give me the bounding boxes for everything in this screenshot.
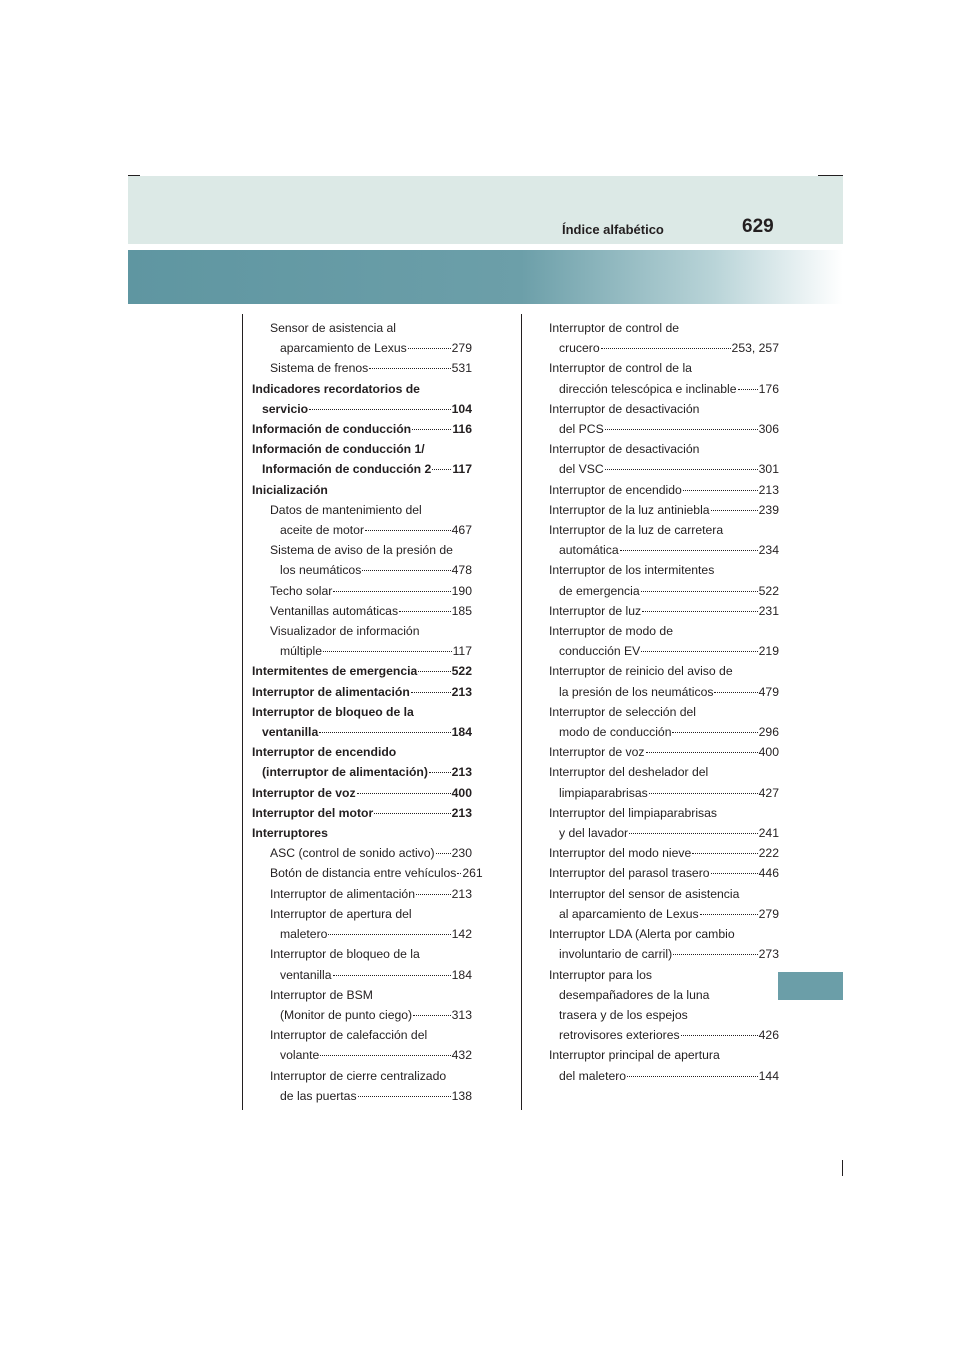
index-entry: Interruptor de BSM (270, 987, 373, 1002)
index-entry: Interruptor de los intermitentes (549, 563, 715, 578)
page-ref: 273 (758, 947, 779, 962)
index-entry: la presión de los neumáticos 479 (549, 682, 779, 702)
page-ref: 296 (758, 725, 779, 740)
index-entry: modo de conducción 296 (549, 722, 779, 742)
index-entry: trasera y de los espejos (559, 1007, 688, 1022)
index-entry: Información de conducción 2 117 (252, 459, 472, 479)
index-entry: limpiaparabrisas 427 (549, 783, 779, 803)
page-ref: 522 (758, 583, 779, 598)
page-ref: 117 (452, 462, 472, 477)
page-ref: 213 (451, 765, 472, 780)
index-entry: Interruptor de la luz antiniebla 239 (549, 500, 779, 520)
index-entry: Información de conducción 116 (252, 419, 472, 439)
index-entry: Interruptor de reinicio del aviso de (549, 664, 733, 679)
page-ref: 234 (758, 543, 779, 558)
page-ref: 427 (758, 785, 779, 800)
page-ref: 467 (451, 523, 472, 538)
index-entry: Interruptor de encendido (252, 745, 397, 760)
index-entry: Interruptor de modo de (549, 624, 673, 639)
page-ref: 253, 257 (731, 341, 779, 356)
index-entry: Interruptor del sensor de asistencia (549, 886, 740, 901)
index-entry: de emergencia 522 (549, 581, 779, 601)
page-ref: 279 (451, 341, 472, 356)
index-entry: Interruptor de control de (549, 321, 680, 335)
page-ref: 239 (758, 502, 779, 517)
header-band (128, 176, 843, 244)
page-ref: 213 (758, 482, 779, 497)
index-entry: ventanilla 184 (252, 965, 472, 985)
page-ref: 176 (758, 381, 779, 396)
page-number: 629 (742, 216, 774, 237)
page-ref: 144 (758, 1068, 779, 1083)
index-entry: Interruptor del modo nieve 222 (549, 843, 779, 863)
index-entry: maletero 142 (252, 924, 472, 944)
index-entry: Interruptor del parasol trasero 446 (549, 863, 779, 883)
page-ref: 185 (451, 603, 472, 618)
index-entry: los neumáticos 478 (252, 560, 472, 580)
index-entry: Techo solar 190 (252, 581, 472, 601)
page-ref: 117 (452, 644, 472, 659)
index-entry: conducción EV 219 (549, 641, 779, 661)
page-ref: 478 (451, 563, 472, 578)
index-entry: al aparcamiento de Lexus 279 (549, 904, 779, 924)
page-ref: 313 (451, 1007, 472, 1022)
page-ref: 400 (451, 785, 472, 800)
index-entry: Información de conducción 1/ (252, 442, 425, 457)
index-entry: del maletero 144 (549, 1066, 779, 1086)
index-entry: Interruptor de control de la (549, 361, 692, 376)
index-entry: Interruptor de cierre centralizado (270, 1068, 447, 1083)
page-ref: 219 (758, 644, 779, 659)
index-entry: crucero 253, 257 (549, 338, 779, 358)
index-entry: Interruptor de bloqueo de la (270, 947, 420, 962)
page-ref: 400 (758, 745, 779, 760)
page-ref: 142 (451, 927, 472, 942)
page-ref: 116 (452, 422, 472, 437)
index-entry: Interruptor de alimentación 213 (252, 884, 472, 904)
page-ref: 531 (451, 361, 472, 376)
index-entry: Interruptor de calefacción del (270, 1028, 428, 1043)
page-ref: 261 (462, 866, 483, 881)
index-entry: desempañadores de la luna (559, 987, 710, 1002)
page-ref: 184 (451, 725, 472, 740)
index-entry: Interruptor del limpiaparabrisas (549, 805, 717, 820)
index-entry: Sensor de asistencia al (270, 321, 397, 335)
index-entry: del PCS 306 (549, 419, 779, 439)
index-entry: Inicialización (252, 482, 328, 497)
index-entry: ASC (control de sonido activo) 230 (252, 843, 472, 863)
index-entry: Interruptor LDA (Alerta por cambio (549, 927, 735, 942)
page-ref: 231 (758, 603, 779, 618)
index-entry: servicio 104 (252, 399, 472, 419)
index-entry: Ventanillas automáticas 185 (252, 601, 472, 621)
index-entry: Intermitentes de emergencia 522 (252, 661, 472, 681)
index-entry: múltiple 117 (252, 641, 472, 661)
index-entry: Interruptor de voz 400 (549, 742, 779, 762)
index-entry: Interruptor de luz 231 (549, 601, 779, 621)
page-ref: 222 (758, 846, 779, 861)
index-entry: Interruptor principal de apertura (549, 1048, 720, 1063)
page-ref: 279 (758, 906, 779, 921)
page-ref: 213 (451, 684, 472, 699)
index-entry: Interruptor del motor 213 (252, 803, 472, 823)
index-entry: involuntario de carril) 273 (549, 944, 779, 964)
page-ref: 138 (451, 1088, 472, 1103)
index-entry: Interruptor de la luz de carretera (549, 523, 724, 538)
index-left-column (252, 318, 483, 1106)
index-entry: (Monitor de punto ciego) 313 (252, 1005, 472, 1025)
page-ref: 446 (758, 866, 779, 881)
index-right-column (549, 318, 779, 1086)
index-entry: Interruptor de encendido 213 (549, 480, 779, 500)
center-column-rule (521, 314, 522, 1110)
index-entry: Interruptores (252, 826, 328, 841)
index-entry: dirección telescópica e inclinable 176 (549, 379, 779, 399)
side-tab (778, 972, 843, 1000)
page-ref: 230 (451, 846, 472, 861)
index-entry: y del lavador 241 (549, 823, 779, 843)
index-entry: Indicadores recordatorios de (252, 381, 420, 396)
page-ref: 213 (451, 805, 472, 820)
page-ref: 190 (451, 583, 472, 598)
index-entry: Sistema de aviso de la presión de (270, 543, 453, 558)
page-ref: 301 (758, 462, 779, 477)
page-ref: 522 (451, 664, 472, 679)
index-entry: Interruptor de desactivación (549, 442, 700, 457)
index-entry: del VSC 301 (549, 459, 779, 479)
left-column-rule (242, 314, 243, 1110)
page-ref: 184 (451, 967, 472, 982)
index-entry: Interruptor de apertura del (270, 906, 412, 921)
index-entry: aceite de motor 467 (252, 520, 472, 540)
header-title: Índice alfabético (562, 222, 664, 237)
index-entry: Interruptor de alimentación 213 (252, 682, 472, 702)
index-entry: aparcamiento de Lexus 279 (252, 338, 472, 358)
index-entry: retrovisores exteriores 426 (549, 1025, 779, 1045)
index-entry: automática 234 (549, 540, 779, 560)
crop-mark-bottom-right (842, 1160, 843, 1176)
page-ref: 426 (758, 1028, 779, 1043)
index-entry: Interruptor del deshelador del (549, 765, 709, 780)
page-ref: 432 (451, 1048, 472, 1063)
index-entry: Interruptor para los (549, 967, 652, 982)
section-band (128, 250, 843, 304)
index-entry: Interruptor de voz 400 (252, 783, 472, 803)
index-entry: Botón de distancia entre vehículos 261 (252, 863, 472, 883)
page-ref: 241 (758, 826, 779, 841)
page-ref: 479 (758, 684, 779, 699)
index-entry: ventanilla 184 (252, 722, 472, 742)
index-entry: Interruptor de selección del (549, 704, 697, 719)
index-entry: Datos de mantenimiento del (270, 502, 422, 517)
index-entry: Sistema de frenos 531 (252, 358, 472, 378)
index-entry: Interruptor de desactivación (549, 401, 700, 416)
index-entry: volante 432 (252, 1045, 472, 1065)
page-ref: 213 (451, 886, 472, 901)
index-entry: de las puertas 138 (252, 1086, 472, 1106)
page-ref: 104 (451, 401, 472, 416)
index-entry: Visualizador de información (270, 624, 420, 639)
index-entry: Interruptor de bloqueo de la (252, 704, 414, 719)
index-entry: (interruptor de alimentación) 213 (252, 762, 472, 782)
page-ref: 306 (758, 422, 779, 437)
